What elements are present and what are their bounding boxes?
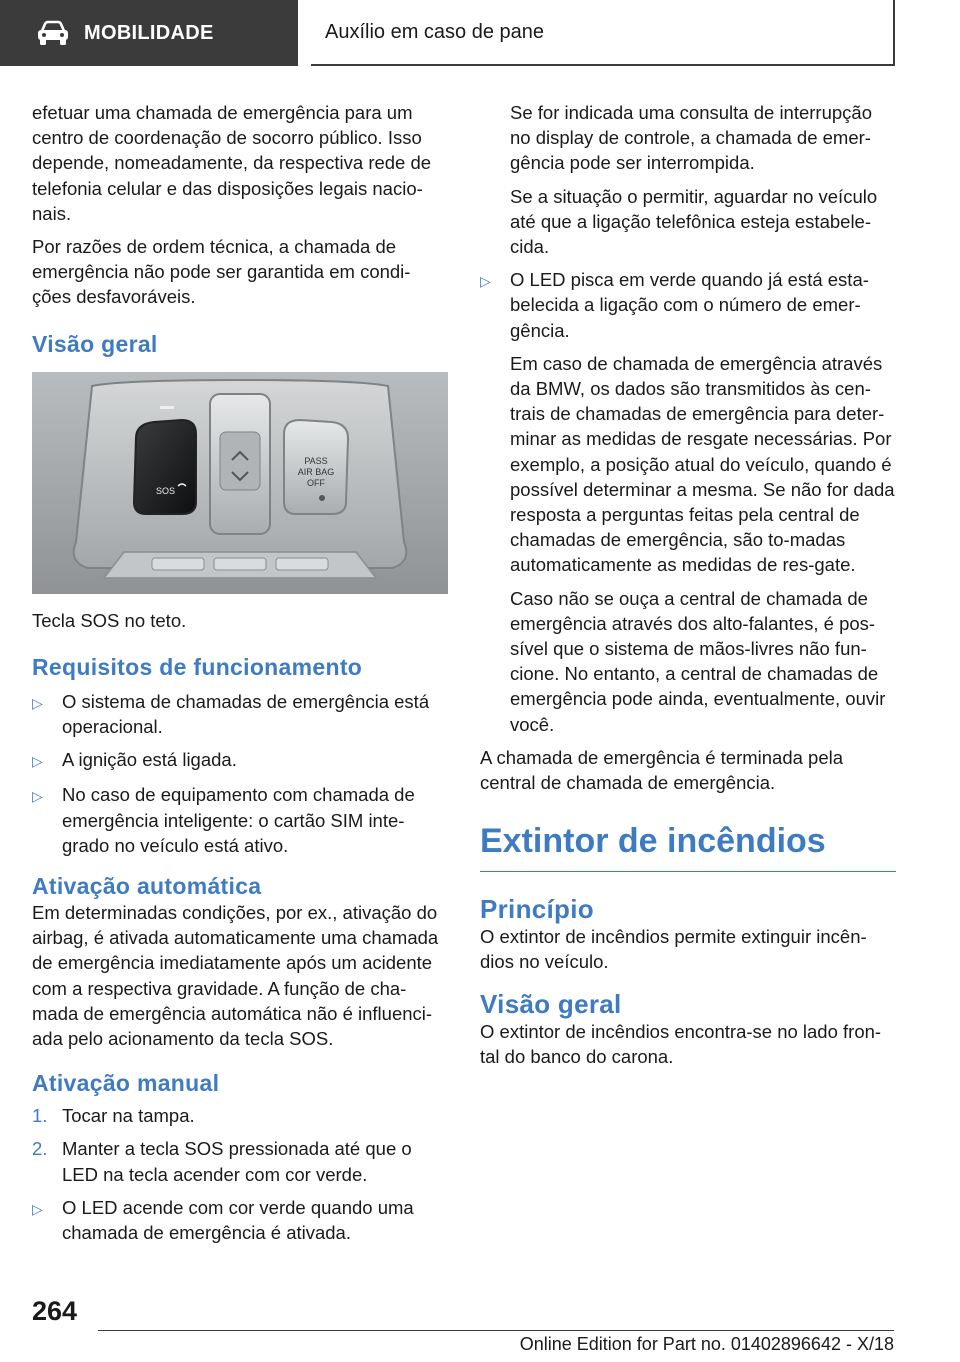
section-heading: Ativação automática — [32, 873, 262, 900]
triangle-bullet-icon: ▷ — [32, 788, 43, 805]
paragraph: O extintor de incêndios encontra-se no lado fron-tal do banco do carona. — [480, 1020, 882, 1067]
car-icon — [36, 20, 70, 46]
sos-button-photo — [32, 372, 448, 594]
section-heading: Visão geral — [32, 330, 158, 357]
list-item: ▷ A ignição está ligada. — [32, 747, 448, 774]
triangle-bullet-icon: ▷ — [32, 753, 43, 770]
page-number: 264 — [32, 1296, 78, 1326]
paragraph: A chamada de emergência é terminada pela central de chamada de emergência. — [480, 746, 844, 794]
chapter-title: Auxílio em caso de pane — [325, 20, 545, 43]
chapter-heading: Extintor de incêndios — [480, 821, 896, 872]
right-column — [480, 100, 896, 1077]
footer-divider — [98, 1330, 894, 1331]
triangle-bullet-icon: ▷ — [32, 1200, 43, 1217]
pass-label: PASS — [304, 455, 328, 466]
off-label: OFF — [307, 477, 325, 488]
section-heading: Princípio — [480, 894, 594, 925]
figure-caption: Tecla SOS no teto. — [32, 609, 187, 631]
overhead-console-illustration — [32, 372, 448, 594]
paragraph: O extintor de incêndios permite extinguir incên-dios no veículo. — [480, 926, 867, 973]
step-item: 2. Manter a tecla SOS pressionada até que o LED na tecla acender com cor verde. — [32, 1136, 448, 1186]
paragraph: Se for indicada uma consulta de interrupção no display de controle, a chamada de emer-gência pode ser interrompida. — [510, 102, 872, 174]
list-item: ▷ O LED acende com cor verde quando uma chamada de emergência é ativada. — [32, 1195, 448, 1245]
section-heading: Requisitos de funcionamento — [32, 653, 363, 680]
paragraph: Por razões de ordem técnica, a chamada de emergência não pode ser garantida em condi-ções desfavoráveis. — [32, 236, 411, 308]
step-item: 1. Tocar na tampa. — [32, 1103, 448, 1128]
airbag-label: AIR BAG — [297, 466, 335, 477]
triangle-bullet-icon: ▷ — [480, 273, 491, 290]
paragraph: Caso não se ouça a central de chamada de emergência através dos alto-falantes, é pos-sível que o sistema de mãos-livres não fun-cione. No entanto, a central de chamadas de emergência pode ainda, eventualmente, ouvir você. — [510, 587, 886, 735]
sos-label: SOS — [156, 485, 176, 496]
list-item: ▷ O sistema de chamadas de emergência está operacional. — [32, 689, 448, 739]
section-heading: Visão geral — [480, 988, 622, 1019]
left-column — [32, 100, 448, 1253]
section-heading: Ativação manual — [32, 1070, 220, 1097]
step-number: 2. — [32, 1138, 48, 1160]
section-title: MOBILIDADE — [84, 21, 214, 44]
paragraph: Em caso de chamada de emergência através da BMW, os dados são transmitidos às cen-trais de chamadas de emergência para deter-minar as medidas de resgate necessárias. Por exemplo, a posição atual do veículo, quando é possível determinar a mesma. Se não for dada resposta a perguntas feitas pela central de chamadas de emergência, são to-madas automaticamente as medidas de res-gate. — [510, 352, 895, 576]
step-number: 1. — [32, 1105, 48, 1127]
paragraph: Se a situação o permitir, aguardar no veículo até que a ligação telefônica esteja estabele-cida. — [510, 185, 878, 258]
paragraph: efetuar uma chamada de emergência para um centro de coordenação de socorro público. Isso depende, nomeadamente, da respectiva rede de telefonia celular e das disposições legais nacio-nais. — [32, 102, 432, 224]
section-tab — [0, 0, 298, 66]
edition-note: Online Edition for Part no. 01402896642 - X/18 — [519, 1334, 894, 1354]
triangle-bullet-icon: ▷ — [32, 694, 43, 711]
list-item: ▷ No caso de equipamento com chamada de emergência inteligente: o cartão SIM inte-grado no veículo está ativo. — [32, 782, 448, 858]
chapter-tab — [311, 0, 895, 66]
list-item: ▷ O LED pisca em verde quando já está esta-belecida a ligação com o número de emer-gência. — [480, 267, 896, 343]
paragraph: Em determinadas condições, por ex., ativação do airbag, é ativada automaticamente uma chamada de emergência imediatamente após um acidente com a respectiva gravidade. A função de cha-mada de emergência automática não é influenci-ada pelo acionamento da tecla SOS. — [32, 902, 439, 1050]
